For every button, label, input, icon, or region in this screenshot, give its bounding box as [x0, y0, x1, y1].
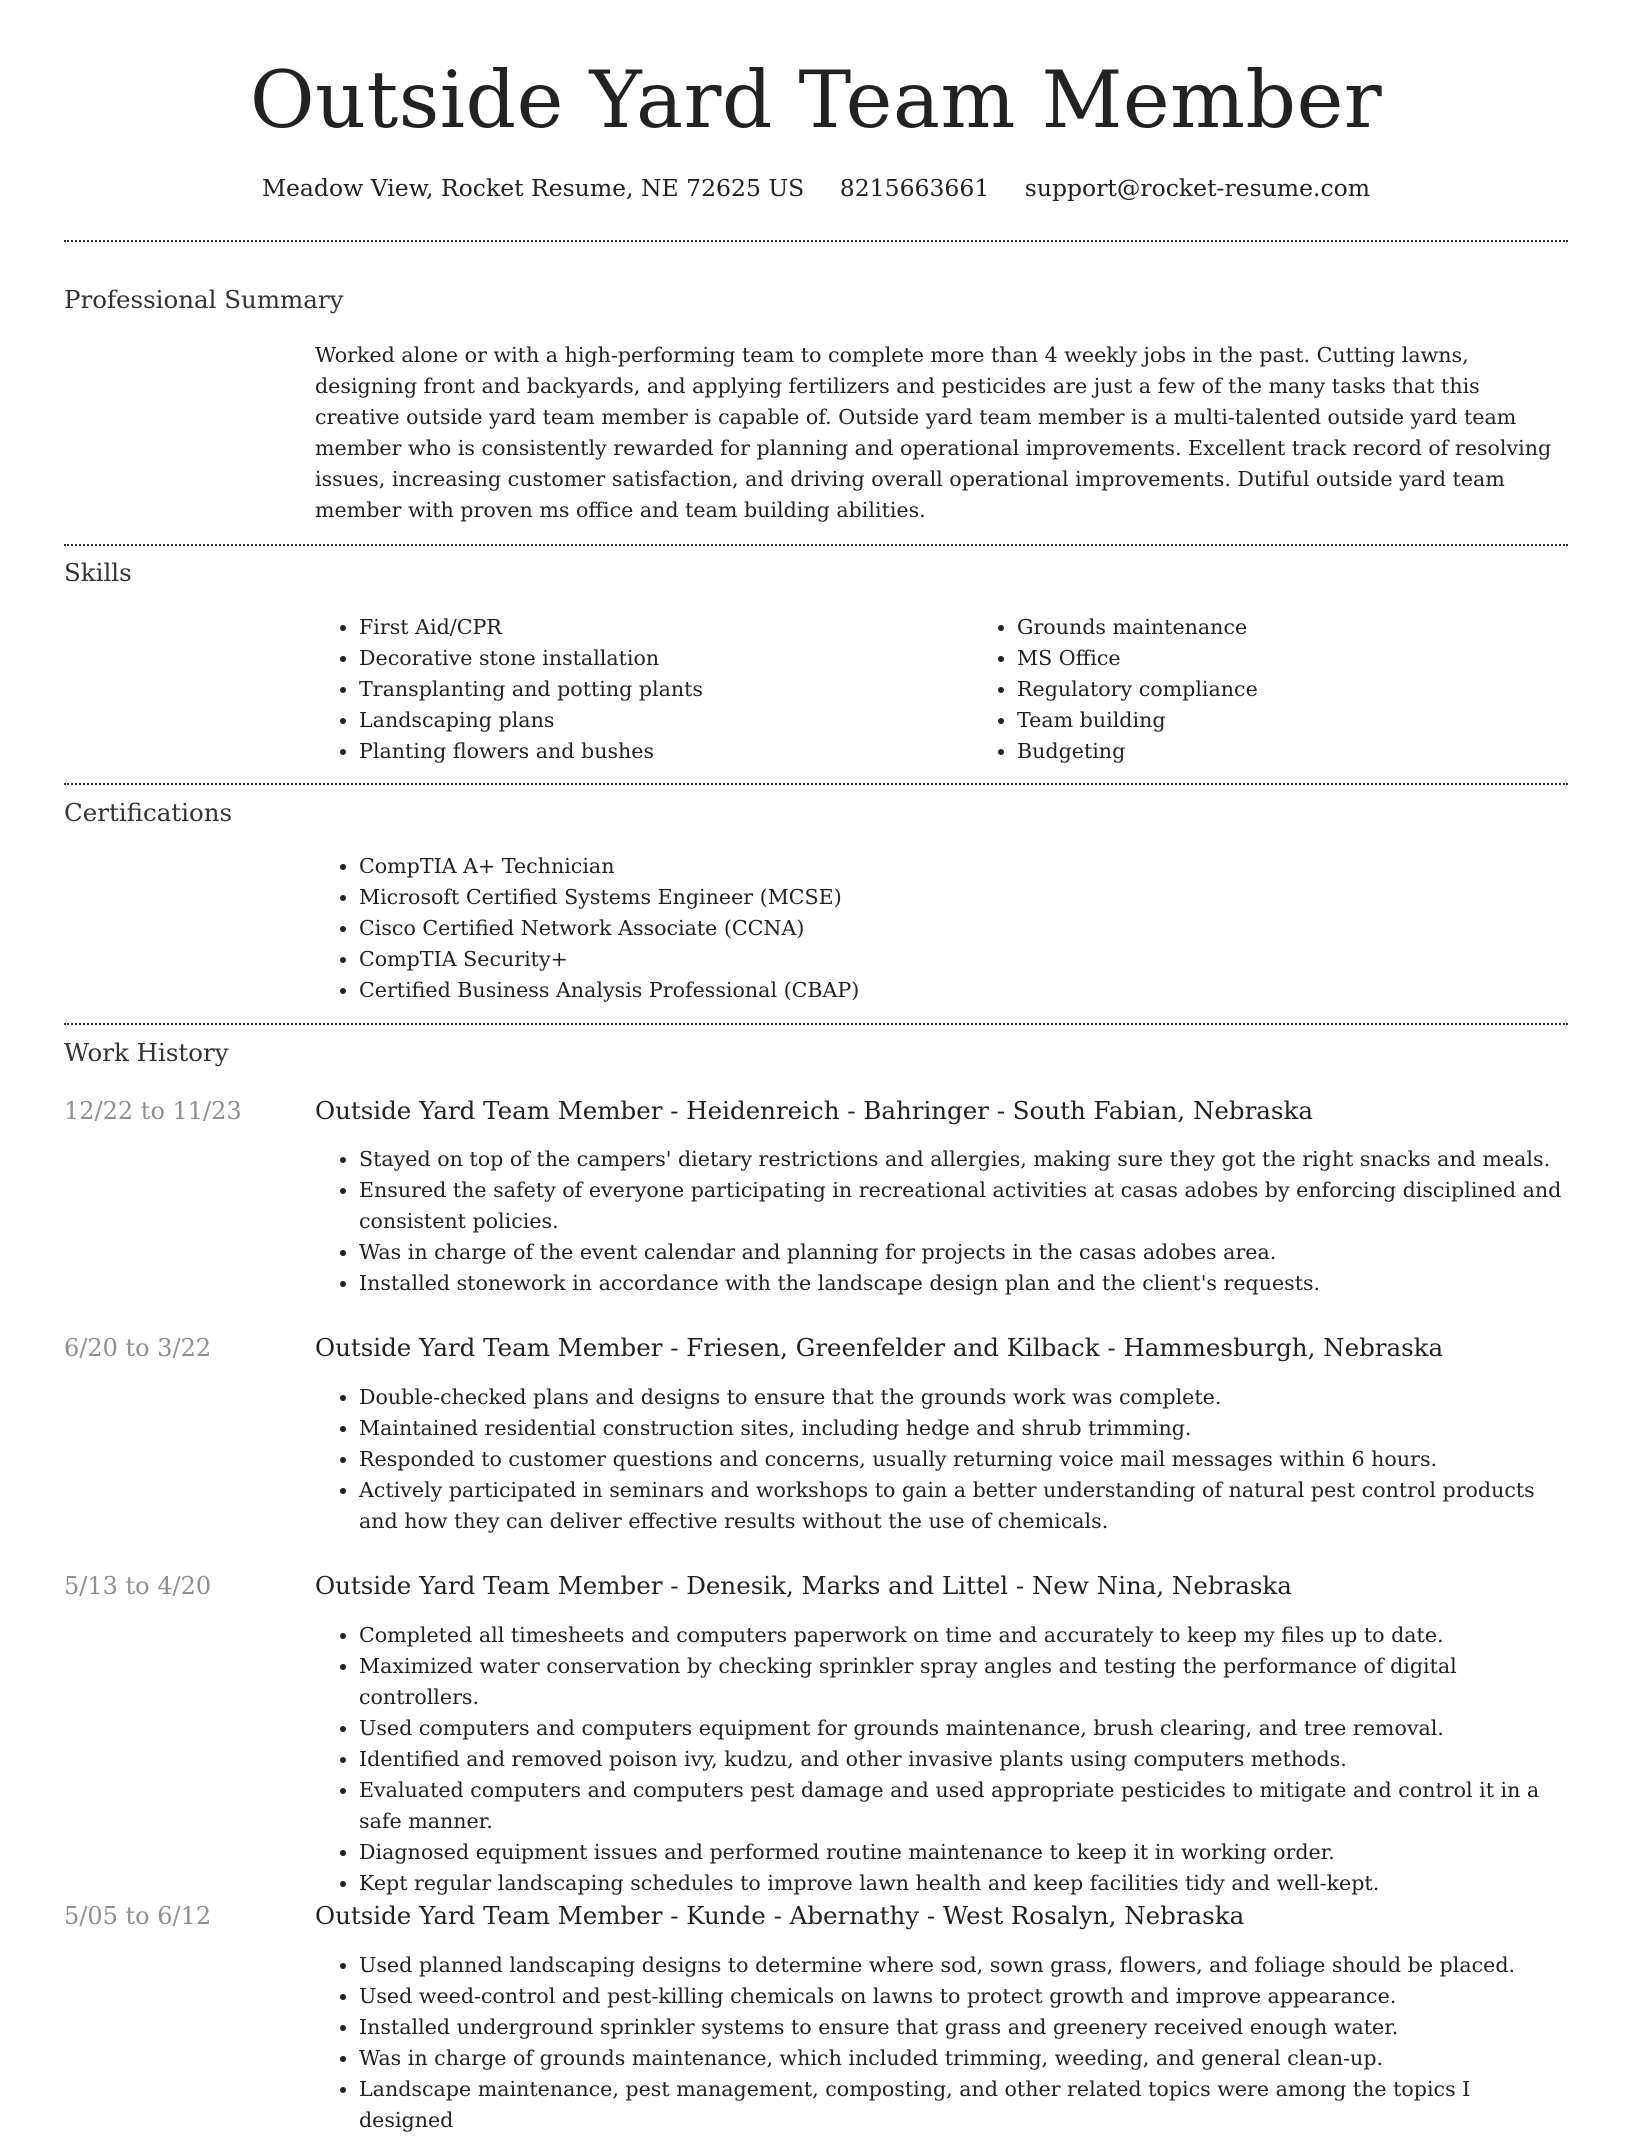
summary-text: Worked alone or with a high-performing team to complete more than 4 weekly jobs in the past. Cutting lawns, designing front and backyards, and applying fertilizers and pesticides are just a few of the many tasks that this creative outside yard team member is capable of. Outside yard team member is a multi-talented outside yard team member who is consistently rewarded for planning and operational improvements. Excellent track record of resolving issues, increasing customer satisfaction, and driving overall operational improvements. Dutiful outside yard team member with proven ms office and team building abilities. [315, 343, 1552, 522]
summary-section [315, 340, 1568, 526]
job-bullet: • Maintained residential construction sites, including hedge and shrub trimming. [359, 1413, 1568, 1444]
contact-phone: 8215663661 [839, 174, 990, 202]
skill-item: • Grounds maintenance [1017, 612, 1631, 643]
skills-grid [315, 612, 1568, 767]
certifications-divider [64, 1023, 1568, 1025]
job-dates: 12/22 to 11/23 [64, 1097, 242, 1125]
job-duties [315, 1382, 1568, 1537]
certifications-list [315, 851, 1568, 1006]
job-bullet: • Installed underground sprinkler systems to ensure that grass and greenery received enough water. [359, 2012, 1568, 2043]
job-dates: 5/05 to 6/12 [64, 1902, 212, 1930]
candidate-name: Outside Yard Team Member [249, 54, 1383, 146]
job-bullet: • Completed all timesheets and computers paperwork on time and accurately to keep my files up to date. [359, 1620, 1568, 1651]
skill-item: • Budgeting [1017, 736, 1631, 767]
work-history-heading: Work History [64, 1038, 229, 1067]
skill-item: • Team building [1017, 705, 1631, 736]
certifications-heading: Certifications [64, 798, 233, 827]
job-bullets [315, 1620, 1568, 1899]
certification-item: • CompTIA Security+ [359, 944, 1568, 975]
job-bullet: • Used computers and computers equipment for grounds maintenance, brush clearing, and tree removal. [359, 1713, 1568, 1744]
job-title: Outside Yard Team Member - Heidenreich - Bahringer - South Fabian, Nebraska [315, 1096, 1313, 1125]
certifications-section [315, 851, 1568, 1006]
job-bullet: • Landscape maintenance, pest management, composting, and other related topics were among the topics I designed [359, 2074, 1568, 2136]
summary-divider [64, 544, 1568, 546]
job-bullet: • Actively participated in seminars and workshops to gain a better understanding of natural pest control products and how they can deliver effective results without the use of chemicals. [359, 1475, 1568, 1537]
job-bullet: • Installed stonework in accordance with the landscape design plan and the client's requests. [359, 1268, 1568, 1299]
skills-list-left [315, 612, 973, 767]
job-bullet: • Stayed on top of the campers' dietary restrictions and allergies, making sure they got the right snacks and meals. [359, 1144, 1568, 1175]
contact-line [64, 170, 1568, 206]
header-divider [64, 240, 1568, 242]
skill-item: • Regulatory compliance [1017, 674, 1631, 705]
skills-section [315, 612, 1568, 767]
job-title: Outside Yard Team Member - Friesen, Greenfelder and Kilback - Hammesburgh, Nebraska [315, 1333, 1444, 1362]
job-bullet: • Used planned landscaping designs to determine where sod, sown grass, flowers, and foliage should be placed. [359, 1950, 1568, 1981]
contact-email: support@rocket-resume.com [1024, 174, 1371, 202]
job-bullet: • Evaluated computers and computers pest damage and used appropriate pesticides to mitigate and control it in a safe manner. [359, 1775, 1568, 1837]
job-bullet: • Was in charge of grounds maintenance, which included trimming, weeding, and general clean-up. [359, 2043, 1568, 2074]
skills-divider [64, 783, 1568, 785]
job-bullet: • Was in charge of the event calendar and planning for projects in the casas adobes area. [359, 1237, 1568, 1268]
job-dates: 5/13 to 4/20 [64, 1572, 212, 1600]
job-duties [315, 1144, 1568, 1299]
job-bullet: • Identified and removed poison ivy, kudzu, and other invasive plants using computers methods. [359, 1744, 1568, 1775]
job-duties [315, 1950, 1568, 2136]
skill-item: • Planting flowers and bushes [359, 736, 973, 767]
job-bullet: • Maximized water conservation by checking sprinkler spray angles and testing the performance of digital controllers. [359, 1651, 1568, 1713]
job-bullets [315, 1950, 1568, 2136]
job-bullet: • Double-checked plans and designs to ensure that the grounds work was complete. [359, 1382, 1568, 1413]
job-bullet: • Used weed-control and pest-killing chemicals on lawns to protect growth and improve appearance. [359, 1981, 1568, 2012]
skill-item: • Landscaping plans [359, 705, 973, 736]
contact-address: Meadow View, Rocket Resume, NE 72625 US [261, 174, 805, 202]
job-bullet: • Diagnosed equipment issues and performed routine maintenance to keep it in working order. [359, 1837, 1568, 1868]
job-title: Outside Yard Team Member - Kunde - Abernathy - West Rosalyn, Nebraska [315, 1901, 1245, 1930]
job-bullets [315, 1382, 1568, 1537]
certification-item: • CompTIA A+ Technician [359, 851, 1568, 882]
job-bullet: • Ensured the safety of everyone participating in recreational activities at casas adobes by enforcing disciplined and consistent policies. [359, 1175, 1568, 1237]
job-bullets [315, 1144, 1568, 1299]
skill-item: • Transplanting and potting plants [359, 674, 973, 705]
job-bullet: • Kept regular landscaping schedules to improve lawn health and keep facilities tidy and well-kept. [359, 1868, 1568, 1899]
skill-item: • First Aid/CPR [359, 612, 973, 643]
skills-heading: Skills [64, 558, 132, 587]
certification-item: • Cisco Certified Network Associate (CCNA) [359, 913, 1568, 944]
certification-item: • Microsoft Certified Systems Engineer (MCSE) [359, 882, 1568, 913]
job-title: Outside Yard Team Member - Denesik, Marks and Littel - New Nina, Nebraska [315, 1571, 1292, 1600]
summary-heading: Professional Summary [64, 285, 344, 314]
job-dates: 6/20 to 3/22 [64, 1334, 212, 1362]
job-bullet: • Responded to customer questions and concerns, usually returning voice mail messages within 6 hours. [359, 1444, 1568, 1475]
job-duties [315, 1620, 1568, 1899]
skill-item: • MS Office [1017, 643, 1631, 674]
certification-item: • Certified Business Analysis Professional (CBAP) [359, 975, 1568, 1006]
skills-list-right [973, 612, 1631, 767]
skill-item: • Decorative stone installation [359, 643, 973, 674]
